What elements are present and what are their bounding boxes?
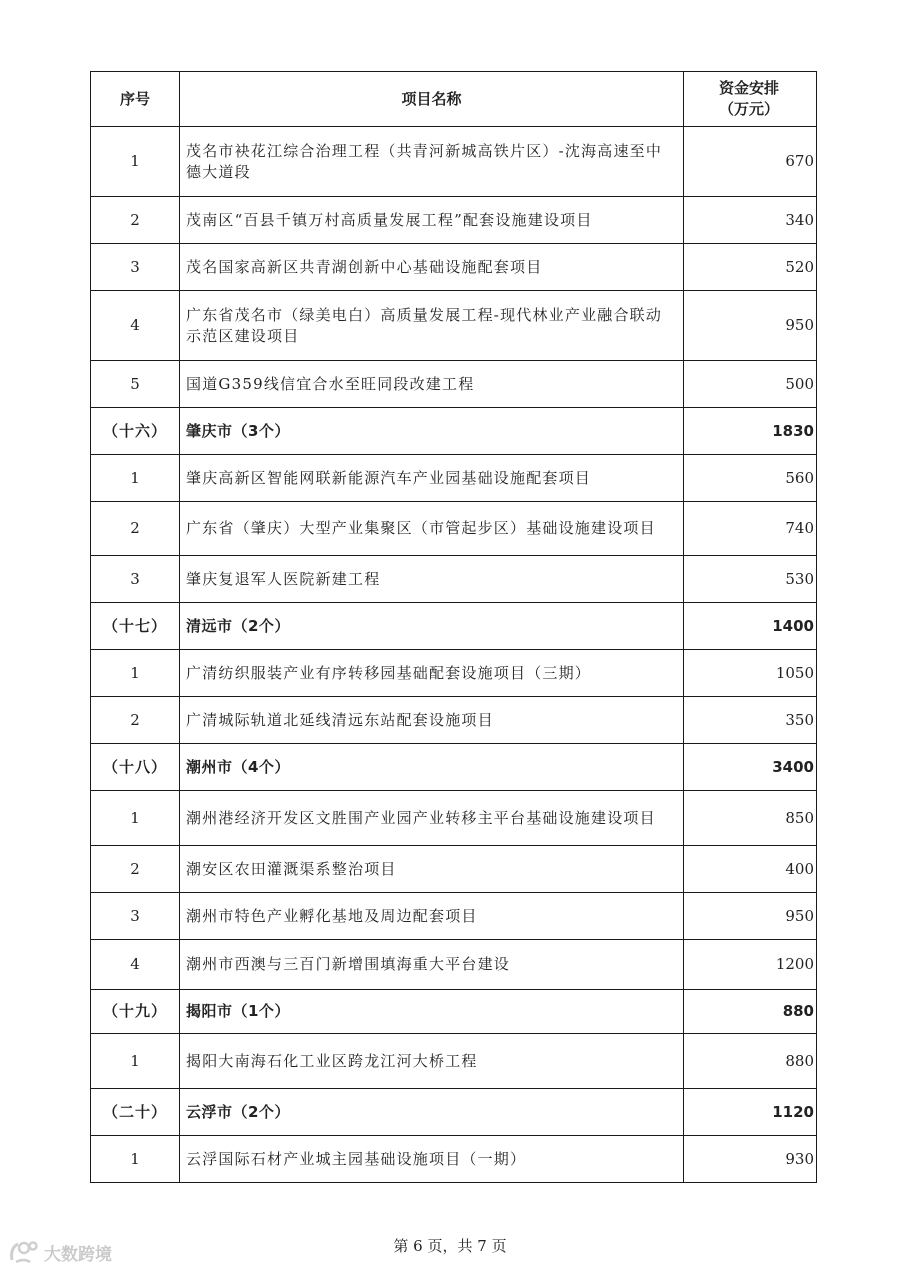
serial-cell: 1 — [91, 127, 180, 197]
funding-amount-cell: 880 — [684, 1034, 817, 1089]
funding-amount-cell: 850 — [684, 791, 817, 846]
funding-amount-cell: 1050 — [684, 650, 817, 697]
project-name-cell: 广清城际轨道北延线清远东站配套设施项目 — [180, 697, 684, 744]
project-name-cell: 茂名国家高新区共青湖创新中心基础设施配套项目 — [180, 244, 684, 291]
funding-amount-cell: 560 — [684, 455, 817, 502]
serial-cell: 1 — [91, 1136, 180, 1183]
funding-table — [90, 71, 817, 1183]
serial-cell: 2 — [91, 846, 180, 893]
funding-amount-cell: 3400 — [684, 744, 817, 791]
table-row — [91, 1136, 817, 1183]
project-name-cell: 潮州市特色产业孵化基地及周边配套项目 — [180, 893, 684, 940]
funding-amount-cell: 500 — [684, 361, 817, 408]
funding-amount-cell: 340 — [684, 197, 817, 244]
project-name-cell: 广清纺织服装产业有序转移园基础配套设施项目（三期） — [180, 650, 684, 697]
serial-cell: 5 — [91, 361, 180, 408]
project-name-cell: 揭阳大南海石化工业区跨龙江河大桥工程 — [180, 1034, 684, 1089]
project-name-cell: 潮州市（4个） — [180, 744, 684, 791]
serial-cell: （二十） — [91, 1089, 180, 1136]
project-name-cell: 清远市（2个） — [180, 603, 684, 650]
project-name-cell: 国道G359线信宜合水至旺同段改建工程 — [180, 361, 684, 408]
serial-cell: 1 — [91, 650, 180, 697]
serial-cell: 3 — [91, 556, 180, 603]
project-name-cell: 肇庆复退军人医院新建工程 — [180, 556, 684, 603]
funding-amount-cell: 530 — [684, 556, 817, 603]
serial-cell: 2 — [91, 502, 180, 556]
header-funding-line1: 资金安排 — [718, 79, 779, 97]
brand-logo-icon — [8, 1238, 40, 1266]
funding-amount-cell: 930 — [684, 1136, 817, 1183]
table-row — [91, 127, 817, 197]
table-group-row — [91, 1089, 817, 1136]
funding-amount-cell: 350 — [684, 697, 817, 744]
funding-amount-cell: 670 — [684, 127, 817, 197]
table-row — [91, 846, 817, 893]
project-name-cell: 潮州港经济开发区文胜围产业园产业转移主平台基础设施建设项目 — [180, 791, 684, 846]
serial-cell: 2 — [91, 697, 180, 744]
table-row — [91, 893, 817, 940]
header-serial-number: 序号 — [91, 72, 180, 127]
serial-cell: 3 — [91, 893, 180, 940]
watermark — [8, 1238, 112, 1266]
page-number-footer: 第 6 页，共 7 页 — [393, 1237, 507, 1255]
table-row — [91, 455, 817, 502]
project-name-cell: 云浮国际石材产业城主园基础设施项目（一期） — [180, 1136, 684, 1183]
project-name-cell: 潮州市西澳与三百门新增围填海重大平台建设 — [180, 940, 684, 990]
project-name-cell: 肇庆市（3个） — [180, 408, 684, 455]
serial-cell: 1 — [91, 1034, 180, 1089]
serial-cell: 1 — [91, 791, 180, 846]
project-name-cell: 揭阳市（1个） — [180, 990, 684, 1034]
header-funding — [684, 72, 817, 127]
serial-cell: （十八） — [91, 744, 180, 791]
table-row — [91, 291, 817, 361]
table-row — [91, 650, 817, 697]
serial-cell: （十九） — [91, 990, 180, 1034]
funding-amount-cell: 880 — [684, 990, 817, 1034]
table-row — [91, 244, 817, 291]
table-header-row — [91, 72, 817, 127]
header-funding-line2: （万元） — [718, 100, 779, 118]
table-row — [91, 1034, 817, 1089]
watermark-text: 大数跨境 — [44, 1244, 112, 1265]
table-row — [91, 361, 817, 408]
funding-amount-cell: 1830 — [684, 408, 817, 455]
table-group-row — [91, 603, 817, 650]
funding-amount-cell: 950 — [684, 893, 817, 940]
table-group-row — [91, 408, 817, 455]
funding-amount-cell: 400 — [684, 846, 817, 893]
header-project-name: 项目名称 — [180, 72, 684, 127]
project-name-cell: 肇庆高新区智能网联新能源汽车产业园基础设施配套项目 — [180, 455, 684, 502]
funding-amount-cell: 1200 — [684, 940, 817, 990]
project-name-cell: 云浮市（2个） — [180, 1089, 684, 1136]
table-body — [91, 127, 817, 1183]
table-row — [91, 940, 817, 990]
funding-amount-cell: 950 — [684, 291, 817, 361]
funding-amount-cell: 520 — [684, 244, 817, 291]
project-name-cell: 茂名市袂花江综合治理工程（共青河新城高铁片区）-沈海高速至中德大道段 — [180, 127, 684, 197]
serial-cell: 1 — [91, 455, 180, 502]
table-group-row — [91, 744, 817, 791]
project-name-cell: 广东省茂名市（绿美电白）高质量发展工程-现代林业产业融合联动示范区建设项目 — [180, 291, 684, 361]
project-name-cell: 广东省（肇庆）大型产业集聚区（市管起步区）基础设施建设项目 — [180, 502, 684, 556]
serial-cell: （十七） — [91, 603, 180, 650]
table-row — [91, 197, 817, 244]
funding-amount-cell: 740 — [684, 502, 817, 556]
project-name-cell: 茂南区“百县千镇万村高质量发展工程”配套设施建设项目 — [180, 197, 684, 244]
serial-cell: 3 — [91, 244, 180, 291]
serial-cell: 4 — [91, 940, 180, 990]
funding-amount-cell: 1120 — [684, 1089, 817, 1136]
serial-cell: 2 — [91, 197, 180, 244]
table-row — [91, 697, 817, 744]
table-row — [91, 791, 817, 846]
project-name-cell: 潮安区农田灌溉渠系整治项目 — [180, 846, 684, 893]
table-row — [91, 556, 817, 603]
funding-amount-cell: 1400 — [684, 603, 817, 650]
table-group-row — [91, 990, 817, 1034]
serial-cell: （十六） — [91, 408, 180, 455]
table-row — [91, 502, 817, 556]
serial-cell: 4 — [91, 291, 180, 361]
